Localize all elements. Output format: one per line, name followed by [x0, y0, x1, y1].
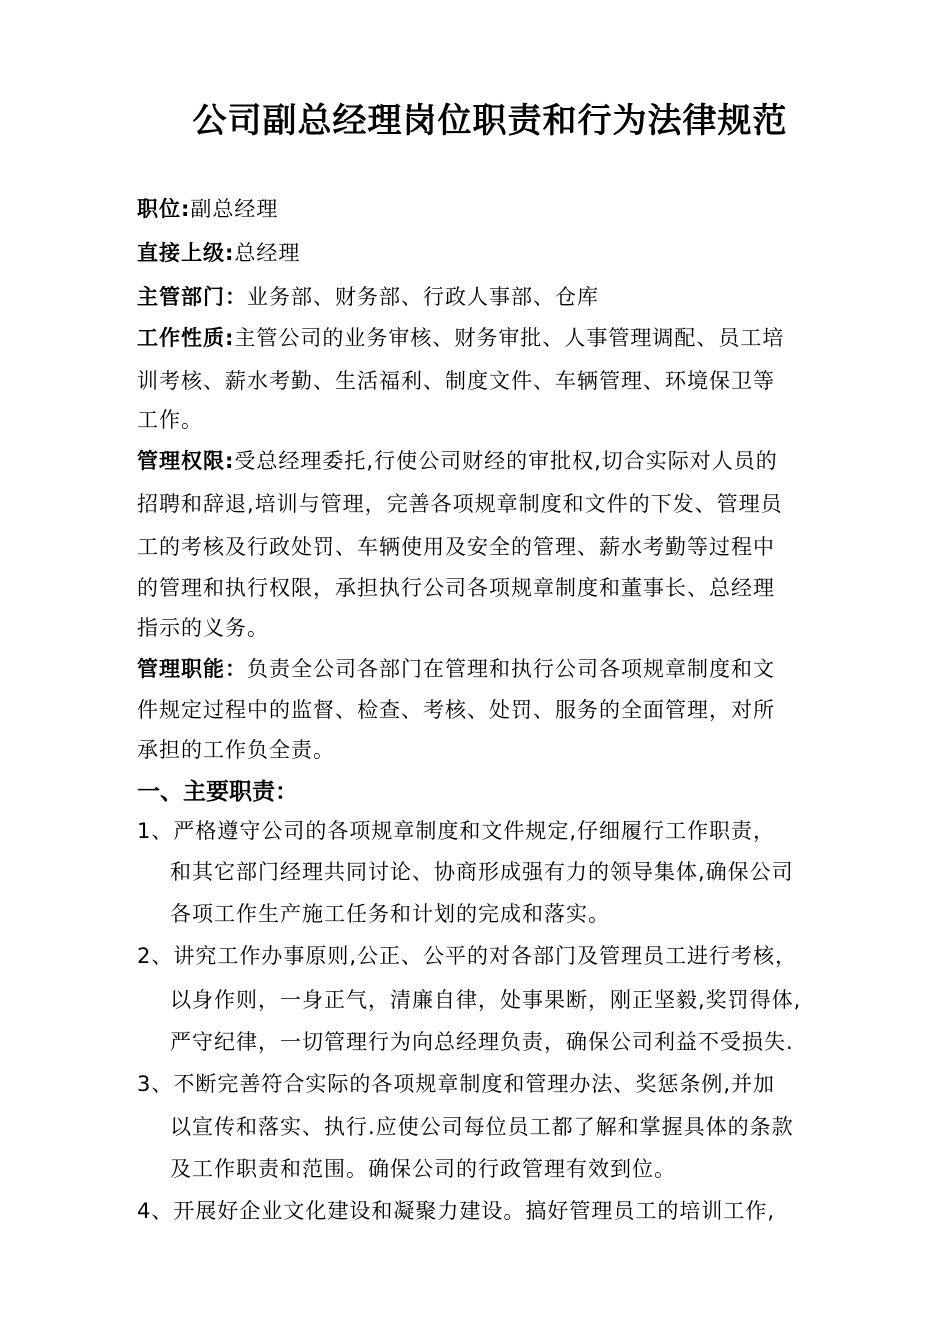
field-nature-line: 训考核、薪水考勤、生活福利、制度文件、车辆管理、环境保卫等 [137, 369, 775, 393]
field-departments-label: 主管部门： [137, 285, 247, 309]
field-authority-line: 招聘和辞退,培训与管理，完善各项规章制度和文件的下发、管理员 [137, 492, 783, 516]
list-item-number: 2、 [137, 944, 174, 968]
list-item-line: 讲究工作办事原则,公正、公平的对各部门及管理员工进行考核， [173, 944, 798, 968]
field-position-label: 职位: [137, 197, 191, 221]
list-item-line: 以宣传和落实、执行.应使公司每位员工都了解和掌握具体的条款 [170, 1115, 794, 1139]
field-superior-label: 直接上级: [137, 241, 235, 265]
field-functions-line: 负责全公司各部门在管理和执行公司各项规章制度和文 [247, 657, 775, 681]
section-heading: 一、主要职责： [137, 779, 298, 805]
list-item-line: 严格遵守公司的各项规章制度和文件规定,仔细履行工作职责， [173, 819, 776, 843]
list-item [137, 816, 775, 846]
field-nature [137, 323, 784, 353]
field-authority [137, 446, 778, 476]
list-item [137, 941, 797, 971]
field-functions-line: 承担的工作负全责。 [137, 738, 335, 762]
list-item-number: 1、 [137, 819, 174, 843]
field-nature-line: 工作。 [137, 408, 203, 432]
field-departments-value: 业务部、财务部、行政人事部、仓库 [247, 285, 599, 309]
field-authority-line: 的管理和执行权限，承担执行公司各项规章制度和董事长、总经理 [137, 576, 775, 600]
list-item-number: 4、 [137, 1199, 174, 1223]
field-position [137, 194, 278, 224]
field-superior-value: 总经理 [234, 241, 301, 265]
field-authority-line: 指示的义务。 [137, 616, 269, 640]
list-item-line: 严守纪律，一切管理行为向总经理负责，确保公司利益不受损失. [170, 1030, 794, 1054]
list-item-line: 各项工作生产施工任务和计划的完成和落实。 [170, 902, 610, 926]
field-authority-line: 受总经理委托,行使公司财经的审批权,切合实际对人员的 [234, 449, 778, 473]
field-functions [137, 654, 775, 684]
field-authority-label: 管理权限: [137, 449, 235, 473]
field-nature-line: 主管公司的业务审核、财务审批、人事管理调配、员工培 [234, 326, 785, 350]
list-item-line: 以身作则，一身正气，清廉自律，处事果断，刚正坚毅,奖罚得体, [170, 988, 802, 1012]
list-item-line: 开展好企业文化建设和凝聚力建设。搞好管理员工的培训工作, [173, 1199, 776, 1223]
document-title: 公司副总经理岗位职责和行为法律规范 [192, 101, 788, 141]
field-nature-label: 工作性质: [137, 326, 235, 350]
list-item [137, 1196, 775, 1226]
list-item-number: 3、 [137, 1072, 174, 1096]
field-functions-line: 件规定过程中的监督、检查、考核、处罚、服务的全面管理，对所 [137, 698, 775, 722]
list-item-line: 和其它部门经理共同讨论、协商形成强有力的领导集体,确保公司 [170, 860, 794, 884]
field-position-value: 副总经理 [190, 197, 279, 221]
list-item-line: 及工作职责和范围。确保公司的行政管理有效到位。 [170, 1157, 676, 1181]
field-departments [137, 282, 599, 312]
field-functions-label: 管理职能： [137, 657, 247, 681]
list-item-line: 不断完善符合实际的各项规章制度和管理办法、奖惩条例,并加 [173, 1072, 776, 1096]
list-item [137, 1069, 775, 1099]
field-superior [137, 238, 300, 268]
field-authority-line: 工的考核及行政处罚、车辆使用及安全的管理、薪水考勤等过程中 [137, 535, 775, 559]
